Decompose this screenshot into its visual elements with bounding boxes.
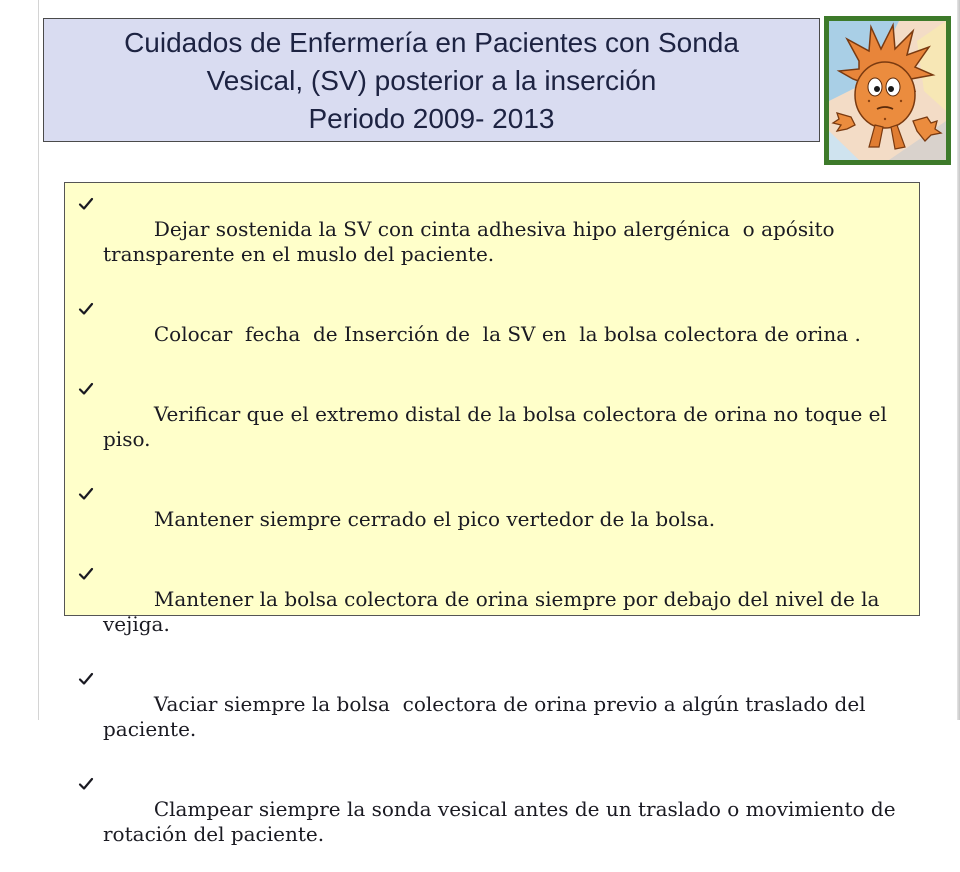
check-icon [78,196,94,212]
check-icon [78,301,94,317]
bullet-text: Mantener la bolsa colectora de orina siempre por debajo del nivel de la vejiga. [103,587,886,636]
bullet-text: Vaciar siempre la bolsa colectora de orina previo a algún traslado del paciente. [103,692,872,741]
check-icon [78,566,94,582]
check-icon [78,381,94,397]
bullet-text: Verificar que el extremo distal de la bolsa colectora de orina no toque el piso. [103,402,894,451]
title-line: Cuidados de Enfermería en Pacientes con Sonda [124,27,739,58]
bullet-text: Colocar fecha de Inserción de la SV en la bolsa colectora de orina . [153,322,861,346]
bullet-text: Mantener siempre cerrado el pico vertedor de la bolsa. [153,507,716,531]
check-icon [78,776,94,792]
list-item [103,297,911,372]
list-item [103,772,911,872]
check-icon [78,486,94,502]
list-item [103,667,911,767]
check-icon [78,671,94,687]
list-item [103,562,911,662]
decorative-line [38,0,39,720]
title-line: Vesical, (SV) posterior a la inserción [206,65,657,96]
bullet-text: Dejar sostenida la SV con cinta adhesiva hipo alergénica o apósito transparente en el muslo del paciente. [103,217,841,266]
cartoon-character-icon [829,21,946,160]
cartoon-image [824,16,951,165]
slide-title [43,18,820,142]
list-item [103,192,911,292]
bullet-content-box [64,182,920,846]
bullet-text: Clampear siempre la sonda vesical antes de un traslado o movimiento de rotación del paciente. [103,797,902,846]
list-item [103,377,911,477]
title-line: Periodo 2009- 2013 [308,103,555,134]
bullet-list [103,192,911,872]
list-item [103,482,911,557]
